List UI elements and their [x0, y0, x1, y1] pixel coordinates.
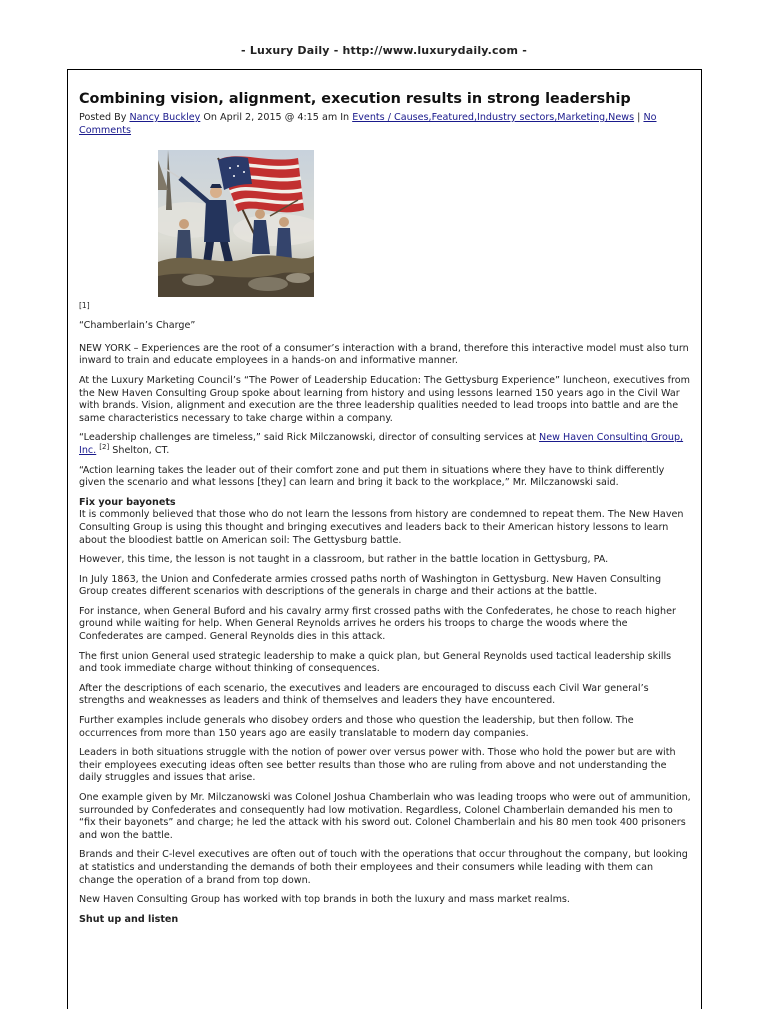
paragraph-11: Further examples include generals who disobey orders and those who question the leadership, but then follow. The occurrences from more than 150 years ago are easily translatable to modern day companies.: [79, 715, 634, 739]
byline-date: On April 2, 2015 @ 4:15 am In: [200, 112, 353, 123]
paragraph-5: It is commonly believed that those who do not learn the lessons from history are condemned to repeat them. The New Haven Consulting Group is using this thought and bringing executives and leaders back to their American history lessons to learn about the bloodiest battle on American soil: The Gettysburg battle.: [79, 509, 684, 546]
categories-link[interactable]: Events / Causes,Featured,Industry sectors,Marketing,News: [352, 112, 635, 123]
paragraph-8: For instance, when General Buford and his cavalry army first crossed paths with the Confederates, he chose to reach higher ground while waiting for help. When General Reynolds arrives he orders his troops to charge the woods where the Confederates are camped. General Reynolds dies in this attack.: [79, 605, 676, 643]
new-haven-consulting-link[interactable]: New Haven Consulting Group, Inc.: [79, 432, 684, 456]
article-title: Combining vision, alignment, execution results in strong leadership: [79, 91, 631, 107]
comments-link[interactable]: No Comments: [79, 112, 657, 136]
paragraph-14: Brands and their C-level executives are often out of touch with the operations that occur throughout the company, but looking at statistics and understanding the demands of both their employees and their consumers while leading with them can change the operation of a brand from top down.: [79, 849, 688, 886]
footnote-ref: [2]: [99, 442, 110, 451]
paragraph-7: In July 1863, the Union and Confederate armies crossed paths north of Washington in Gettysburg. New Haven Consulting Group creates different scenarios with descriptions of the generals in charge and their actions at the battle.: [79, 573, 662, 598]
figure-reference: [1]: [79, 301, 90, 311]
paragraph-3-text: “Leadership challenges are timeless,” said Rick Milczanowski, director of consulting services at: [79, 432, 540, 444]
site-header: - Luxury Daily - http://www.luxurydaily.com -: [241, 44, 527, 57]
paragraph-4: “Action learning takes the leader out of their comfort zone and put them in situations where they have to think differently given the scenario and what lessons [they] can learn and bring it back to the workplace,” Mr. Milczanowski said.: [79, 464, 665, 489]
paragraph-9: The first union General used strategic leadership to make a quick plan, but General Reynolds used tactical leadership skills and took immediate charge without thinking of consequences.: [79, 650, 672, 675]
article-figure: [79, 150, 691, 311]
paragraph-15: New Haven Consulting Group has worked with top brands in both the luxury and mass market realms.: [79, 894, 570, 906]
subheading-shut-up-and-listen: Shut up and listen: [79, 913, 179, 925]
paragraph-6: However, this time, the lesson is not taught in a classroom, but rather in the battle location in Gettysburg, PA.: [79, 554, 609, 566]
chamberlains-charge-painting: [158, 150, 314, 297]
subheading-fix-your-bayonets: Fix your bayonets: [79, 496, 176, 508]
byline-separator: |: [634, 112, 644, 123]
paragraph-1: NEW YORK – Experiences are the root of a consumer’s interaction with a brand, therefore this interactive model must also turn inward to train and educate employees in a hands-on and informative manner.: [79, 342, 689, 367]
paragraph-13: One example given by Mr. Milczanowski was Colonel Joshua Chamberlain who was leading troops who were out of ammunition, surrounded by Confederates and consequently had low motivation. Regardless, Colonel Chamberlain demanded his men to “fix their bayonets” and charge; he led the attack with his sword out. Colonel Chamberlain and his 80 men took 400 prisoners and won the battle.: [79, 792, 691, 841]
article-content: [79, 90, 691, 926]
paragraph-12: Leaders in both situations struggle with the notion of power over versus power with. Those who hold the power but are with their employees executing ideas often see better results than those who are ruling from above and not understanding the daily struggles and issues that arise.: [79, 747, 676, 784]
paragraph-3-end: Shelton, CT.: [109, 444, 170, 456]
author-link[interactable]: Nancy Buckley: [129, 112, 201, 123]
byline: [79, 112, 691, 137]
paragraph-2: At the Luxury Marketing Council’s “The Power of Leadership Education: The Gettysburg Experience” luncheon, executives from the New Haven Consulting Group spoke about learning from history and using lessons learned 150 years ago in the Civil War with brands. Vision, alignment and execution are the three leadership qualities needed to lead troops into battle and are the same characteristics necessary to take charge within a company.: [79, 374, 690, 424]
paragraph-10: After the descriptions of each scenario, the executives and leaders are encouraged to discuss each Civil War general’s strengths and weaknesses as leaders and think of themselves and leaders they have encountered.: [79, 682, 649, 707]
image-caption: “Chamberlain’s Charge”: [79, 320, 196, 332]
byline-prefix: Posted By: [79, 112, 130, 123]
paragraph-3: [79, 432, 691, 457]
